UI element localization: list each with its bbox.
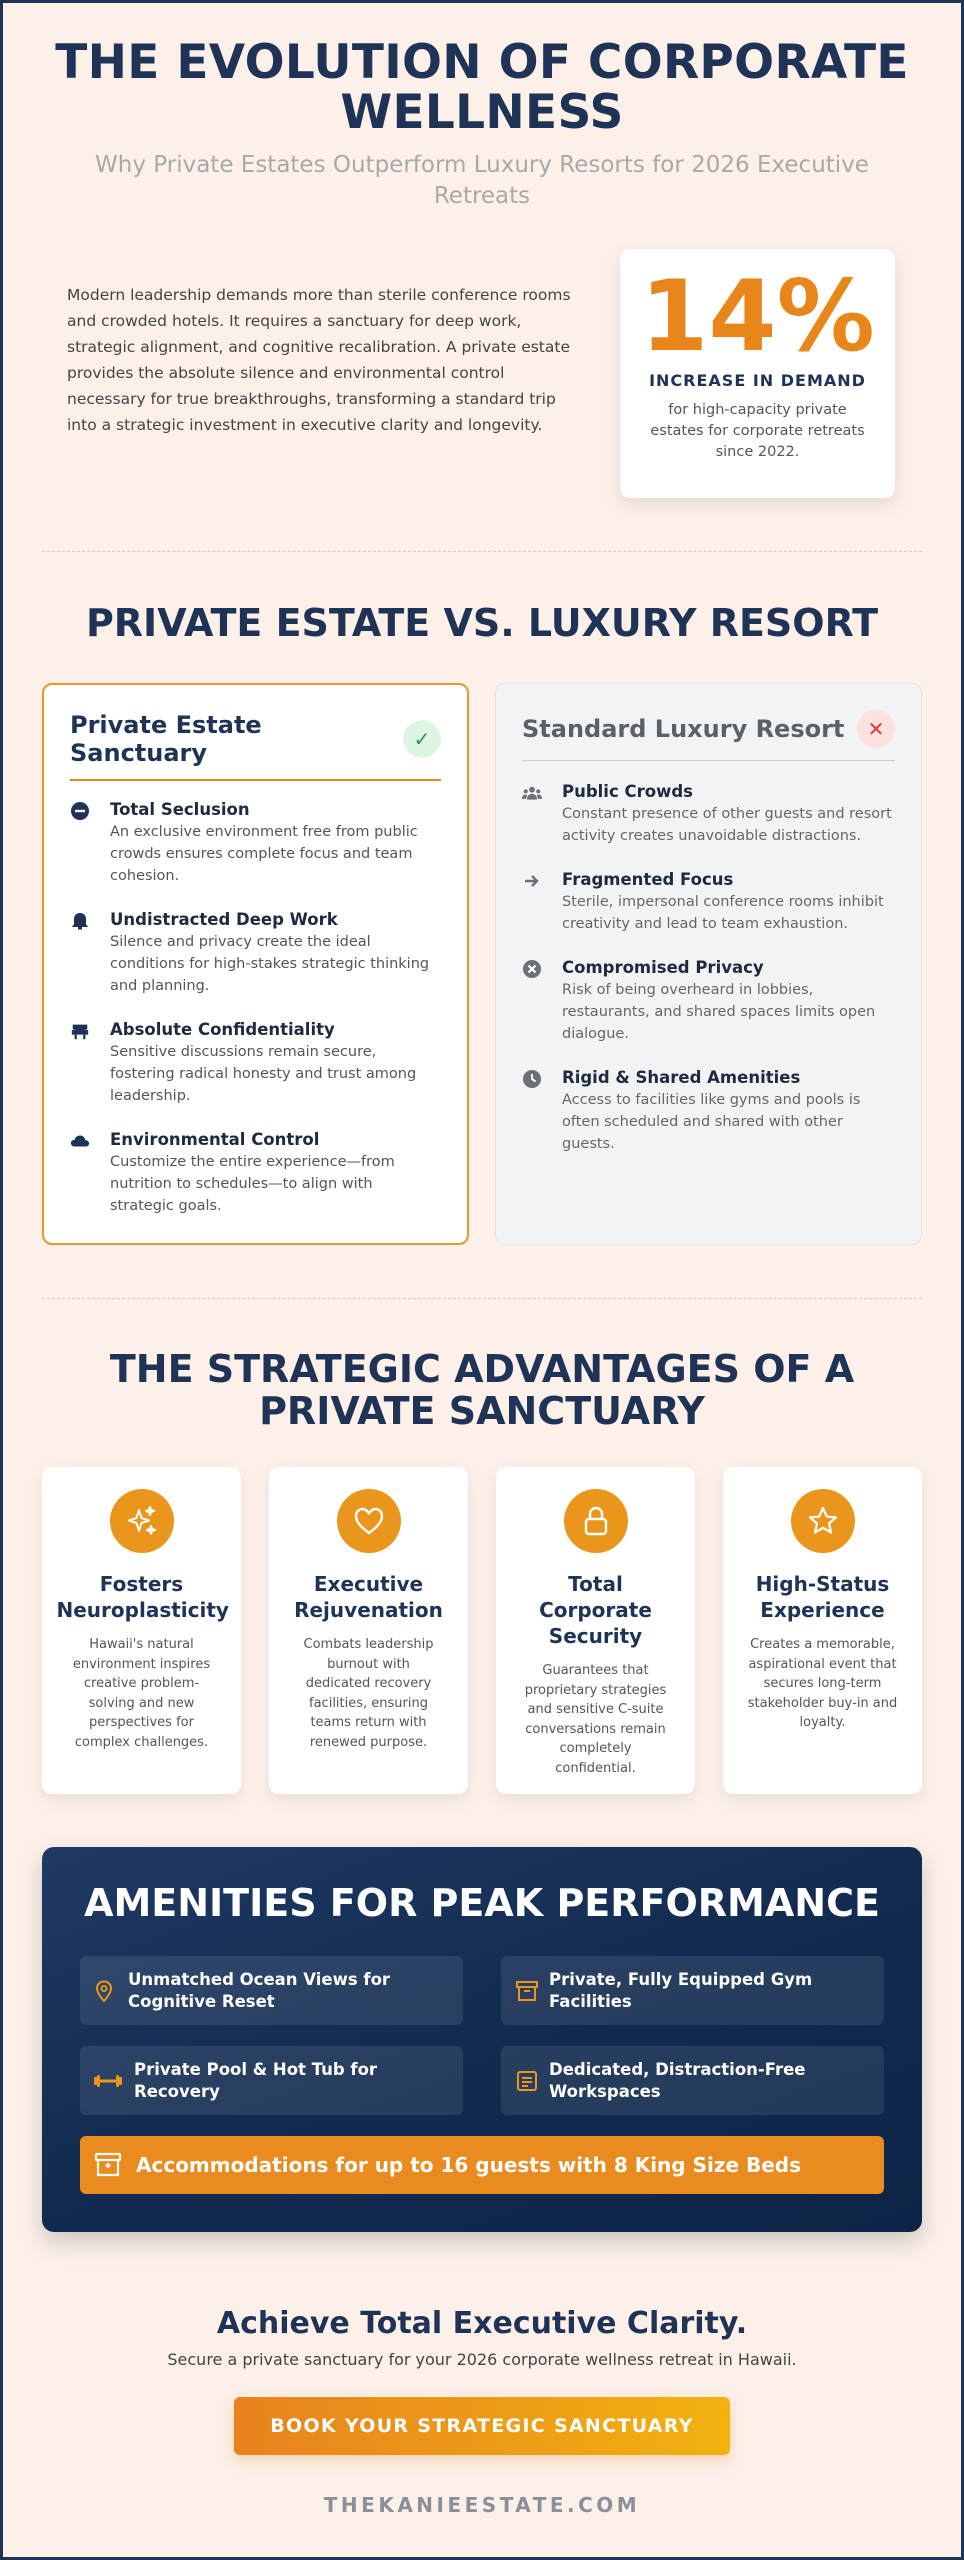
page-subtitle: Why Private Estates Outperform Luxury Resorts for 2026 Executive Retreats xyxy=(95,152,869,209)
advantage-title: Fosters Neuroplasticity xyxy=(56,1572,229,1622)
x-icon: ✕ xyxy=(857,710,895,748)
resort-item-title: Rigid & Shared Amenities xyxy=(562,1068,801,1087)
amenity-label: Unmatched Ocean Views for Cognitive Reset xyxy=(128,1969,391,2011)
estate-item xyxy=(70,1129,441,1217)
advantage-card xyxy=(42,1467,241,1794)
estate-item-title: Environmental Control xyxy=(110,1130,320,1149)
estate-item-desc: Customize the entire experience—from nutrition to schedules—to align with strategic goals. xyxy=(110,1154,395,1214)
section-divider xyxy=(42,1298,922,1299)
resort-item-title: Fragmented Focus xyxy=(562,870,734,889)
page-title: THE EVOLUTION OF CORPORATE WELLNESS xyxy=(55,35,909,140)
resort-item xyxy=(522,781,895,847)
amenity-label: Private Pool & Hot Tub for Recovery xyxy=(134,2059,378,2101)
resort-item-desc: Constant presence of other guests and resort activity creates unavoidable distractions. xyxy=(562,806,892,844)
estate-card-title: Private Estate Sanctuary xyxy=(70,711,262,767)
resort-card xyxy=(495,683,922,1245)
amenity-highlight-label: Accommodations for up to 16 guests with 8 King Size Beds xyxy=(136,2153,802,2177)
resort-item-title: Compromised Privacy xyxy=(562,958,764,977)
cloud-icon xyxy=(70,1131,90,1151)
minus-circle-icon xyxy=(70,801,90,821)
advantage-title: High-Status Experience xyxy=(755,1572,890,1622)
sparkles-icon xyxy=(110,1489,174,1553)
stat-description: for high-capacity private estates for corporate retreats since 2022. xyxy=(650,402,865,460)
estate-item-desc: An exclusive environment free from public crowds ensures complete focus and team cohesion. xyxy=(110,824,418,884)
resort-item xyxy=(522,1067,895,1155)
estate-item-title: Total Seclusion xyxy=(110,800,250,819)
advantage-title: Executive Rejuvenation xyxy=(294,1572,443,1622)
user-shield-icon xyxy=(70,1021,90,1041)
stat-card xyxy=(620,249,895,498)
resort-item-desc: Sterile, impersonal conference rooms inhibit creativity and lead to team exhaustion. xyxy=(562,894,884,932)
amenity-label: Dedicated, Distraction-Free Workspaces xyxy=(549,2059,806,2101)
amenities-panel xyxy=(42,1847,922,2232)
advantage-desc: Creates a memorable, aspirational event that secures long-term stakeholder buy-in and loyalty. xyxy=(747,1637,898,1730)
star-icon xyxy=(791,1489,855,1553)
amenity-item xyxy=(501,1956,884,2025)
cta-subtitle: Secure a private sanctuary for your 2026 corporate wellness retreat in Hawaii. xyxy=(167,2350,797,2369)
advantages-title: THE STRATEGIC ADVANTAGES OF A PRIVATE SANCTUARY xyxy=(109,1347,855,1433)
resort-item-desc: Risk of being overheard in lobbies, restaurants, and shared spaces limits open dialogue. xyxy=(562,982,876,1042)
box-icon xyxy=(94,2152,136,2178)
intro-paragraph: Modern leadership demands more than sterile conference rooms and crowded hotels. It requires a sanctuary for deep work, strategic alignment, and cognitive recalibration. A private estate provides the absolute silence and environmental control necessary for true breakthroughs, transforming a standard trip into a strategic investment in executive clarity and longevity. xyxy=(67,286,571,434)
book-sanctuary-button[interactable]: BOOK YOUR STRATEGIC SANCTUARY xyxy=(234,2397,730,2455)
document-icon xyxy=(515,2069,549,2093)
advantage-desc: Guarantees that proprietary strategies and sensitive C-suite conversations remain completely confidential. xyxy=(524,1663,667,1776)
amenity-highlight xyxy=(80,2136,884,2194)
amenity-item xyxy=(80,2046,463,2115)
estate-item xyxy=(70,909,441,997)
users-icon xyxy=(522,783,542,803)
arrow-right-icon xyxy=(522,871,542,891)
map-pin-icon xyxy=(94,1979,128,2003)
check-icon: ✓ xyxy=(403,720,441,758)
heart-icon xyxy=(337,1489,401,1553)
stat-value: 14% xyxy=(640,260,875,374)
advantage-desc: Hawaii's natural environment inspires creative problem-solving and new perspectives for complex challenges. xyxy=(72,1637,211,1750)
section-divider xyxy=(42,551,922,552)
amenities-title: AMENITIES FOR PEAK PERFORMANCE xyxy=(84,1881,880,1925)
advantage-title: Total Corporate Security xyxy=(539,1572,652,1648)
brain-icon xyxy=(70,911,90,931)
amenity-label: Private, Fully Equipped Gym Facilities xyxy=(549,1969,813,2011)
amenity-item xyxy=(80,1956,463,2025)
resort-card-title: Standard Luxury Resort xyxy=(522,715,845,743)
cta-title: Achieve Total Executive Clarity. xyxy=(216,2306,748,2341)
archive-icon xyxy=(515,1980,549,2002)
advantage-desc: Combats leadership burnout with dedicated recovery facilities, ensuring teams return with renewed purpose. xyxy=(303,1637,434,1750)
resort-item xyxy=(522,957,895,1045)
estate-item xyxy=(70,799,441,887)
footer-domain-link[interactable]: THEKANIEESTATE.COM xyxy=(323,2493,641,2517)
resort-item-desc: Access to facilities like gyms and pools is often scheduled and shared with other guests. xyxy=(562,1092,861,1152)
amenity-item xyxy=(501,2046,884,2115)
advantage-card xyxy=(269,1467,468,1794)
estate-item xyxy=(70,1019,441,1107)
clock-icon xyxy=(522,1069,542,1089)
estate-item-desc: Sensitive discussions remain secure, fostering radical honesty and trust among leadership. xyxy=(110,1044,417,1104)
dumbbell-icon xyxy=(94,2074,134,2088)
advantage-card xyxy=(496,1467,695,1794)
estate-item-title: Absolute Confidentiality xyxy=(110,1020,335,1039)
resort-item xyxy=(522,869,895,935)
resort-item-title: Public Crowds xyxy=(562,782,693,801)
estate-card xyxy=(42,683,469,1245)
comparison-title: PRIVATE ESTATE VS. LUXURY RESORT xyxy=(85,601,879,645)
estate-item-desc: Silence and privacy create the ideal conditions for high-stakes strategic thinking and planning. xyxy=(110,934,430,994)
estate-item-title: Undistracted Deep Work xyxy=(110,910,338,929)
x-circle-icon xyxy=(522,959,542,979)
lock-icon xyxy=(564,1489,628,1553)
stat-label: INCREASE IN DEMAND xyxy=(649,371,866,390)
advantage-card xyxy=(723,1467,922,1794)
